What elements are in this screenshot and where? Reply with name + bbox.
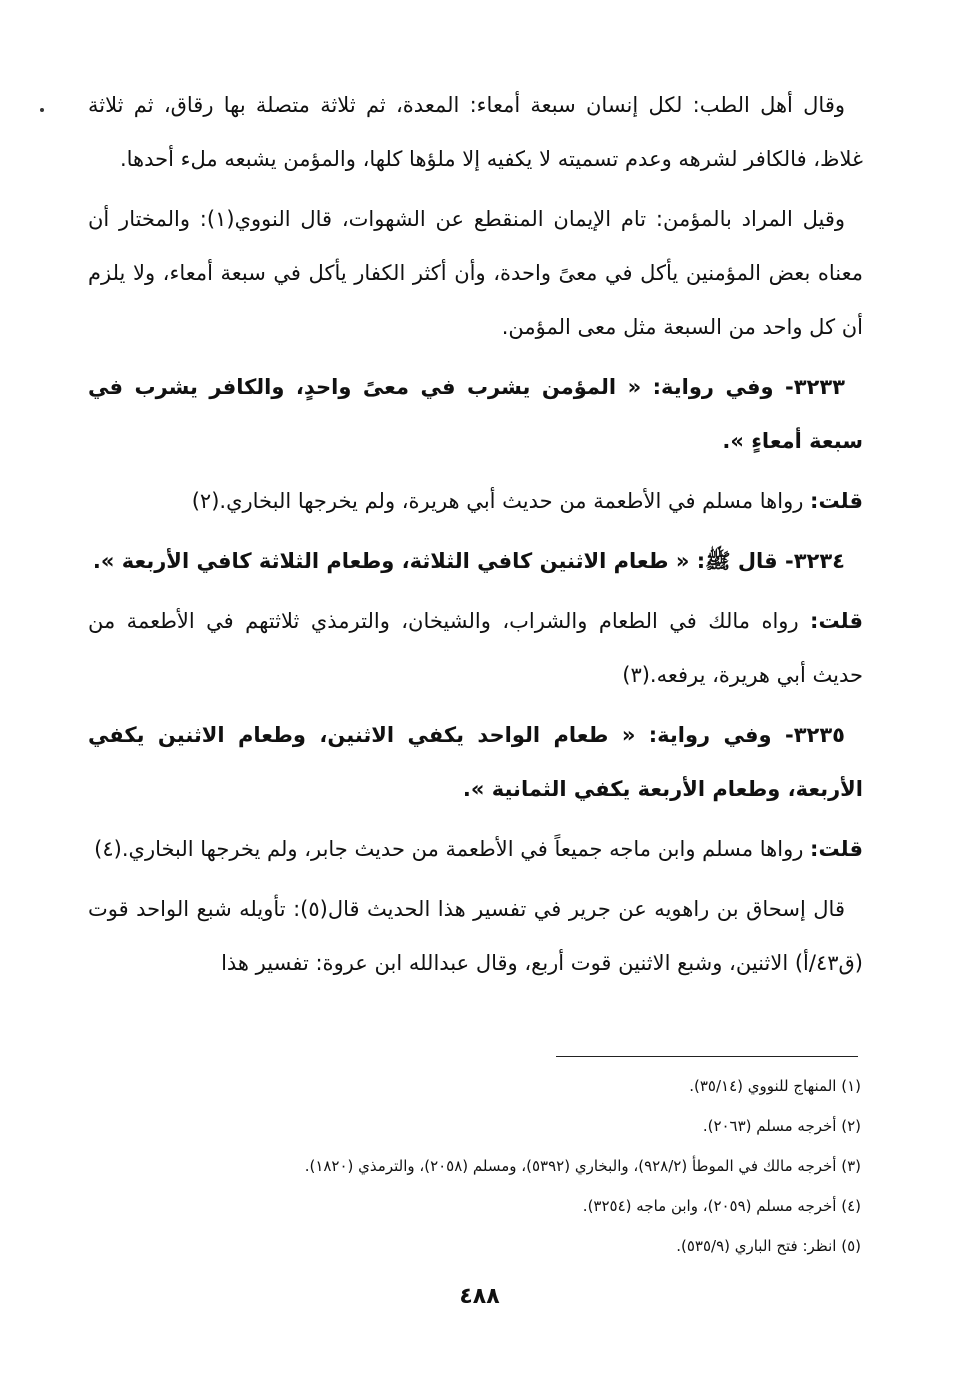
main-text: [88, 78, 863, 996]
hadith-3235: ٣٢٣٥- وفي رواية: « طعام الواحد يكفي الاثنين، وطعام الاثنين يكفي الأربعة، وطعام الأربعة يكفي الثمانية ».: [88, 723, 863, 801]
hadith-3234: ٣٢٣٤- قال ﷺ: « طعام الاثنين كافي الثلاثة، وطعام الثلاثة كافي الأربعة ».: [92, 549, 845, 573]
qult-label: قلت:: [810, 609, 863, 633]
paragraph: قال إسحاق بن راهويه عن جرير في تفسير هذا الحديث قال(٥): تأويله شبع الواحد قوت (ق٤٣/أ) الاثنين، وشبع الاثنين قوت أربع، وقال عبدالله ابن عروة: تفسير هذا: [88, 897, 863, 975]
paragraph: وقيل المراد بالمؤمن: تام الإيمان المنقطع عن الشهوات، قال النووي(١): والمختار أن معناه بعض المؤمنين يأكل في معىً واحدة، وأن أكثر الكفار يأكل في سبعة أمعاء، ولا يلزم أن كل واحد من السبعة مثل معى المؤمن.: [88, 207, 863, 339]
qult-text: رواها مسلم في الأطعمة من حديث أبي هريرة، ولم يخرجها البخاري.(٢): [191, 489, 804, 513]
page-number: ٤٨٨: [459, 1284, 500, 1309]
qult-text: رواها مسلم وابن ماجه جميعاً في الأطعمة من حديث جابر، ولم يخرجها البخاري.(٤): [94, 837, 804, 861]
footnote-divider: [556, 1056, 858, 1057]
footnote: (٣) أخرجه مالك في الموطأ (٩٢٨/٢)، والبخاري (٥٣٩٢)، ومسلم (٢٠٥٨)، والترمذي (١٨٢٠).: [304, 1157, 861, 1175]
hadith-3233: ٣٢٣٣- وفي رواية: « المؤمن يشرب في معىً واحدٍ، والكافر يشرب في سبعة أمعاءٍ ».: [88, 375, 863, 453]
footnote: (٤) أخرجه مسلم (٢٠٥٩)، وابن ماجه (٣٢٥٤).: [582, 1197, 861, 1215]
footnote: (١) المنهاج للنووي (٣٥/١٤).: [689, 1077, 861, 1095]
footnotes: [101, 1066, 861, 1266]
page-speck: [40, 108, 44, 112]
paragraph: وقال أهل الطب: لكل إنسان سبعة أمعاء: المعدة، ثم ثلاثة متصلة بها رقاق، ثم ثلاثة غلاظ، فالكافر لشرهه وعدم تسميته لا يكفيه إلا ملؤها كلها، والمؤمن يشبعه ملء أحدها.: [88, 93, 863, 171]
qult-label: قلت:: [810, 837, 863, 861]
qult-paragraph: [88, 822, 863, 876]
footnote: (٢) أخرجه مسلم (٢٠٦٣).: [702, 1117, 861, 1135]
qult-text: رواه مالك في الطعام والشراب، والشيخان، والترمذي ثلاثتهم في الأطعمة من حديث أبي هريرة، يرفعه.(٣): [88, 609, 863, 687]
qult-label: قلت:: [810, 489, 863, 513]
qult-paragraph: [88, 594, 863, 702]
footnote: (٥) انظر: فتح الباري (٥٣٥/٩).: [676, 1237, 861, 1255]
qult-paragraph: [88, 474, 863, 528]
